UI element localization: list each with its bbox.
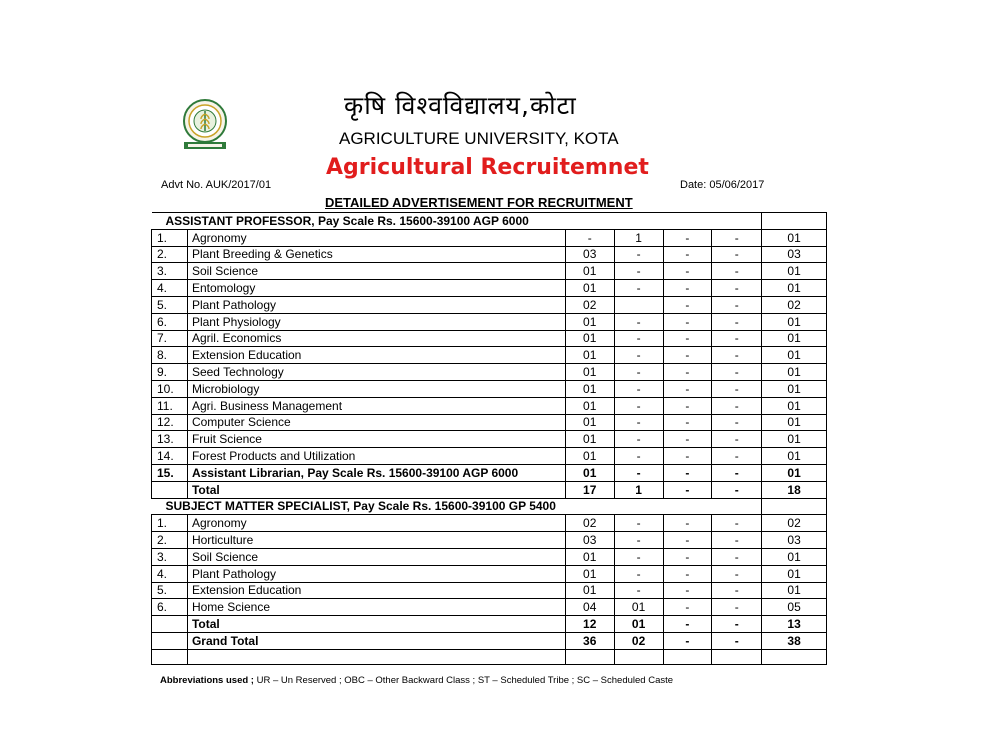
table-row <box>152 582 827 599</box>
serial-number: 9. <box>152 364 188 381</box>
watermark-title: Agricultural Recruitemnet <box>326 155 649 180</box>
post-count: - <box>663 380 712 397</box>
post-count: 02 <box>762 515 827 532</box>
post-count: - <box>663 330 712 347</box>
post-count: - <box>712 263 762 280</box>
post-count: 01 <box>565 263 614 280</box>
post-count: - <box>614 397 663 414</box>
advt-number: Advt No. AUK/2017/01 <box>161 179 272 191</box>
table-row <box>152 515 827 532</box>
post-count: - <box>712 229 762 246</box>
table-row <box>152 263 827 280</box>
section-header-row <box>152 498 827 515</box>
serial-number: 13. <box>152 431 188 448</box>
discipline-name: Agronomy <box>187 515 565 532</box>
post-count: - <box>712 296 762 313</box>
serial-number: 3. <box>152 263 188 280</box>
post-count: 04 <box>565 599 614 616</box>
post-count: - <box>663 414 712 431</box>
discipline-name: Seed Technology <box>187 364 565 381</box>
post-count: - <box>663 347 712 364</box>
page-title: DETAILED ADVERTISEMENT FOR RECRUITMENT <box>325 195 633 210</box>
post-count: - <box>614 515 663 532</box>
serial-number: 10. <box>152 380 188 397</box>
table-cell <box>152 649 188 664</box>
post-count: - <box>614 313 663 330</box>
serial-number: 12. <box>152 414 188 431</box>
table-row <box>152 280 827 297</box>
post-count: - <box>663 532 712 549</box>
post-count: - <box>614 380 663 397</box>
post-count: - <box>663 246 712 263</box>
table-row <box>152 448 827 465</box>
post-count: - <box>712 464 762 481</box>
discipline-name: Home Science <box>187 599 565 616</box>
table-row <box>152 380 827 397</box>
serial-number: 6. <box>152 313 188 330</box>
table-cell <box>663 649 712 664</box>
discipline-name: Plant Pathology <box>187 565 565 582</box>
post-count: - <box>614 414 663 431</box>
post-count: 01 <box>565 280 614 297</box>
post-count: - <box>712 330 762 347</box>
post-count: 01 <box>762 380 827 397</box>
university-name-hindi: कृषि विश्वविद्यालय,कोटा <box>344 91 577 120</box>
post-count: - <box>712 364 762 381</box>
post-count: 01 <box>762 263 827 280</box>
post-count: 01 <box>762 280 827 297</box>
discipline-name: Extension Education <box>187 347 565 364</box>
serial-number: 14. <box>152 448 188 465</box>
table-row <box>152 565 827 582</box>
serial-number: 5. <box>152 582 188 599</box>
post-count: - <box>614 532 663 549</box>
post-count: - <box>565 229 614 246</box>
total-value: 18 <box>762 481 827 498</box>
post-count: - <box>712 448 762 465</box>
table-cell <box>187 649 565 664</box>
post-count: 01 <box>565 548 614 565</box>
post-count: 01 <box>762 347 827 364</box>
university-logo <box>178 97 232 153</box>
post-count: 02 <box>565 296 614 313</box>
post-count: - <box>712 431 762 448</box>
total-row <box>152 481 827 498</box>
post-count: 01 <box>762 397 827 414</box>
post-count: 01 <box>565 364 614 381</box>
post-count: 01 <box>565 582 614 599</box>
post-count: 01 <box>565 330 614 347</box>
serial-number: 5. <box>152 296 188 313</box>
post-count: 01 <box>762 565 827 582</box>
post-count: 01 <box>762 448 827 465</box>
table-row <box>152 532 827 549</box>
post-count: - <box>712 397 762 414</box>
post-count: 1 <box>614 229 663 246</box>
table-row <box>152 313 827 330</box>
discipline-name: Plant Pathology <box>187 296 565 313</box>
post-count: - <box>614 464 663 481</box>
total-value: - <box>663 632 712 649</box>
table-row <box>152 548 827 565</box>
post-count: 01 <box>762 414 827 431</box>
table-row <box>152 330 827 347</box>
post-count: - <box>712 582 762 599</box>
total-value: 17 <box>565 481 614 498</box>
total-value: 13 <box>762 616 827 633</box>
post-count: 01 <box>762 313 827 330</box>
table-row <box>152 246 827 263</box>
post-count: - <box>614 330 663 347</box>
post-count: - <box>663 313 712 330</box>
discipline-name: Plant Physiology <box>187 313 565 330</box>
discipline-name: Soil Science <box>187 548 565 565</box>
post-count: - <box>712 414 762 431</box>
total-value: 36 <box>565 632 614 649</box>
post-count <box>614 296 663 313</box>
total-row <box>152 616 827 633</box>
discipline-name: Agril. Economics <box>187 330 565 347</box>
serial-number: 2. <box>152 532 188 549</box>
total-value: - <box>663 481 712 498</box>
table-row <box>152 464 827 481</box>
total-label: Total <box>187 616 565 633</box>
total-value: - <box>712 616 762 633</box>
total-value: - <box>712 481 762 498</box>
post-count: 03 <box>762 246 827 263</box>
post-count: - <box>614 347 663 364</box>
advt-date: Date: 05/06/2017 <box>680 179 765 191</box>
table-cell <box>614 649 663 664</box>
post-count: - <box>614 548 663 565</box>
discipline-name: Agri. Business Management <box>187 397 565 414</box>
discipline-name: Entomology <box>187 280 565 297</box>
post-count: - <box>712 280 762 297</box>
serial-number: 6. <box>152 599 188 616</box>
post-count: - <box>712 515 762 532</box>
post-count: 05 <box>762 599 827 616</box>
total-value: 02 <box>614 632 663 649</box>
post-count: - <box>614 448 663 465</box>
post-count: 01 <box>762 364 827 381</box>
serial-number: 11. <box>152 397 188 414</box>
serial-number: 1. <box>152 515 188 532</box>
post-count: - <box>663 464 712 481</box>
total-value: - <box>712 632 762 649</box>
post-count: 01 <box>762 330 827 347</box>
post-count: - <box>712 565 762 582</box>
post-count: - <box>614 263 663 280</box>
section-title: SUBJECT MATTER SPECIALIST, Pay Scale Rs. 15600-39100 GP 5400 <box>152 498 762 515</box>
serial-number: 7. <box>152 330 188 347</box>
post-count: - <box>663 431 712 448</box>
serial-number: 3. <box>152 548 188 565</box>
total-value: 01 <box>614 616 663 633</box>
discipline-name: Extension Education <box>187 582 565 599</box>
post-count: - <box>663 364 712 381</box>
post-count: 02 <box>762 296 827 313</box>
post-count: - <box>614 280 663 297</box>
table-row <box>152 296 827 313</box>
post-count: 01 <box>565 565 614 582</box>
discipline-name: Microbiology <box>187 380 565 397</box>
post-count: - <box>663 565 712 582</box>
post-count: 01 <box>762 548 827 565</box>
post-count: - <box>614 565 663 582</box>
serial-number: 8. <box>152 347 188 364</box>
post-count: - <box>712 380 762 397</box>
university-name-english: AGRICULTURE UNIVERSITY, KOTA <box>339 129 619 148</box>
total-value: 38 <box>762 632 827 649</box>
table-cell <box>152 632 188 649</box>
post-count: 01 <box>565 347 614 364</box>
discipline-name: Horticulture <box>187 532 565 549</box>
post-count: - <box>614 364 663 381</box>
discipline-name: Computer Science <box>187 414 565 431</box>
post-count: 01 <box>565 380 614 397</box>
grand-total-row <box>152 632 827 649</box>
serial-number: 1. <box>152 229 188 246</box>
post-count: - <box>614 431 663 448</box>
total-label: Total <box>187 481 565 498</box>
table-cell <box>762 498 827 515</box>
discipline-name: Assistant Librarian, Pay Scale Rs. 15600-39100 AGP 6000 <box>187 464 565 481</box>
serial-number: 4. <box>152 280 188 297</box>
abbreviations-note <box>160 675 673 686</box>
serial-number: 2. <box>152 246 188 263</box>
serial-number: 4. <box>152 565 188 582</box>
post-count: - <box>614 246 663 263</box>
post-count: - <box>663 582 712 599</box>
discipline-name: Agronomy <box>187 229 565 246</box>
discipline-name: Fruit Science <box>187 431 565 448</box>
abbreviations-text: UR – Un Reserved ; OBC – Other Backward Class ; ST – Scheduled Tribe ; SC – Scheduled Caste <box>253 675 674 686</box>
post-count: - <box>712 599 762 616</box>
total-label: Grand Total <box>187 632 565 649</box>
discipline-name: Soil Science <box>187 263 565 280</box>
post-count: 01 <box>565 414 614 431</box>
post-count: - <box>712 313 762 330</box>
total-value: - <box>663 616 712 633</box>
post-count: - <box>663 515 712 532</box>
discipline-name: Forest Products and Utilization <box>187 448 565 465</box>
post-count: 01 <box>565 431 614 448</box>
post-count: 01 <box>762 431 827 448</box>
discipline-name: Plant Breeding & Genetics <box>187 246 565 263</box>
post-count: - <box>712 548 762 565</box>
post-count: - <box>663 448 712 465</box>
post-count: - <box>663 548 712 565</box>
table-cell <box>762 213 827 230</box>
abbreviations-label: Abbreviations used ; <box>160 675 254 686</box>
post-count: - <box>663 280 712 297</box>
post-count: - <box>712 347 762 364</box>
post-count: 01 <box>762 464 827 481</box>
table-cell <box>152 481 188 498</box>
post-count: 02 <box>565 515 614 532</box>
table-row <box>152 347 827 364</box>
post-count: 01 <box>565 448 614 465</box>
post-count: - <box>663 229 712 246</box>
table-cell <box>152 616 188 633</box>
post-count: 03 <box>565 246 614 263</box>
post-count: 01 <box>565 313 614 330</box>
section-title: ASSISTANT PROFESSOR, Pay Scale Rs. 15600-39100 AGP 6000 <box>152 213 762 230</box>
post-count: 03 <box>565 532 614 549</box>
post-count: - <box>712 532 762 549</box>
post-count: 01 <box>762 582 827 599</box>
serial-number: 15. <box>152 464 188 481</box>
post-count: 01 <box>565 397 614 414</box>
table-row <box>152 649 827 664</box>
table-cell <box>762 649 827 664</box>
post-count: 01 <box>565 464 614 481</box>
table-row <box>152 414 827 431</box>
table-row <box>152 364 827 381</box>
table-cell <box>565 649 614 664</box>
table-row <box>152 431 827 448</box>
post-count: 01 <box>762 229 827 246</box>
recruitment-table <box>151 212 827 665</box>
post-count: - <box>663 599 712 616</box>
post-count: 01 <box>614 599 663 616</box>
section-header-row <box>152 213 827 230</box>
table-row <box>152 397 827 414</box>
total-value: 12 <box>565 616 614 633</box>
post-count: 03 <box>762 532 827 549</box>
post-count: - <box>663 397 712 414</box>
table-row <box>152 229 827 246</box>
post-count: - <box>712 246 762 263</box>
total-value: 1 <box>614 481 663 498</box>
post-count: - <box>663 263 712 280</box>
post-count: - <box>663 296 712 313</box>
table-cell <box>712 649 762 664</box>
table-row <box>152 599 827 616</box>
post-count: - <box>614 582 663 599</box>
